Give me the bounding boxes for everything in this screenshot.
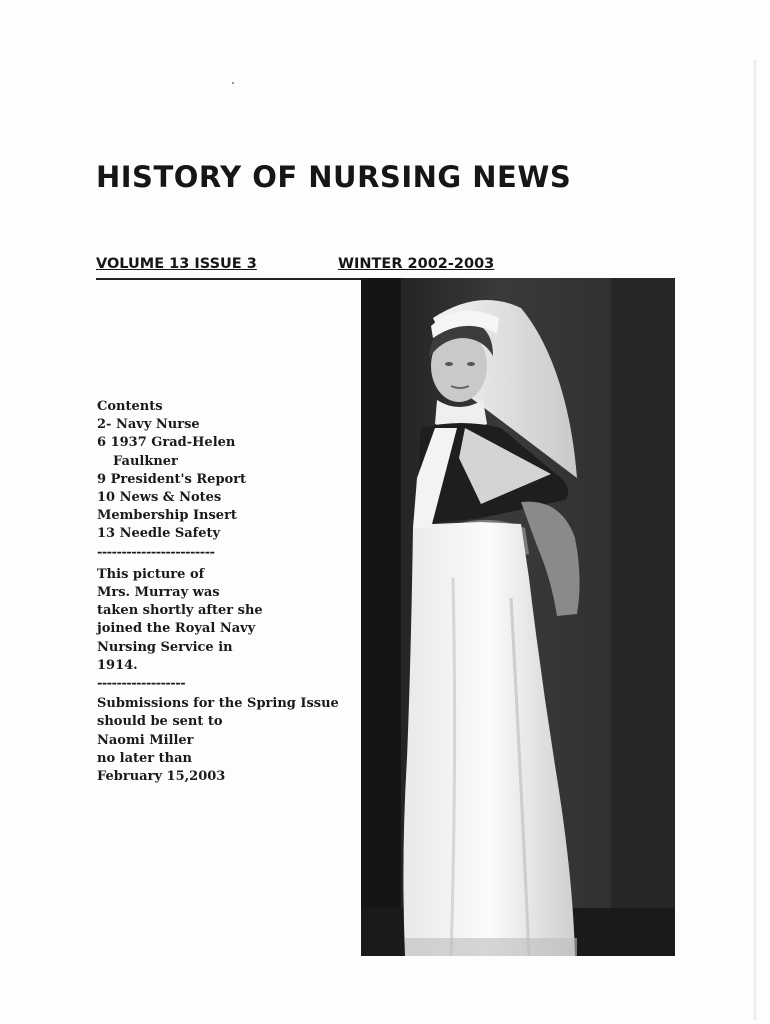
submissions-line: Naomi Miller bbox=[97, 732, 194, 748]
caption-line: Nursing Service in bbox=[97, 639, 233, 655]
nurse-photograph bbox=[361, 278, 675, 956]
caption-line: 1914. bbox=[97, 657, 138, 673]
caption-line: Mrs. Murray was bbox=[97, 585, 220, 601]
contents-item: 9 President's Report bbox=[97, 471, 247, 487]
issue-season: WINTER 2002-2003 bbox=[338, 256, 495, 272]
issue-header bbox=[96, 256, 506, 280]
contents-item: 6 1937 Grad-Helen bbox=[97, 435, 236, 451]
scan-speck bbox=[232, 82, 234, 84]
contents-separator: ------------------------ bbox=[97, 544, 215, 560]
caption-line: taken shortly after she bbox=[97, 603, 263, 619]
submissions-line: should be sent to bbox=[97, 714, 223, 730]
caption-line: joined the Royal Navy bbox=[97, 621, 256, 637]
contents-item: 13 Needle Safety bbox=[97, 526, 221, 542]
submissions-line: February 15,2003 bbox=[97, 769, 226, 785]
contents-item: 2- Navy Nurse bbox=[97, 417, 200, 433]
contents-item: 10 News & Notes bbox=[97, 490, 222, 506]
contents-item: Membership Insert bbox=[97, 508, 237, 524]
caption-line: This picture of bbox=[97, 566, 205, 582]
submissions-line: Submissions for the Spring Issue bbox=[97, 696, 339, 712]
page-edge-shadow bbox=[752, 60, 758, 1020]
submissions-line: no later than bbox=[97, 750, 192, 766]
sidebar-text bbox=[97, 398, 347, 786]
caption-separator: ------------------ bbox=[97, 676, 186, 692]
contents-heading: Contents bbox=[97, 399, 163, 414]
contents-item: Faulkner bbox=[113, 453, 178, 469]
newsletter-title: HISTORY OF NURSING NEWS bbox=[96, 160, 572, 194]
volume-issue: VOLUME 13 ISSUE 3 bbox=[96, 256, 257, 272]
